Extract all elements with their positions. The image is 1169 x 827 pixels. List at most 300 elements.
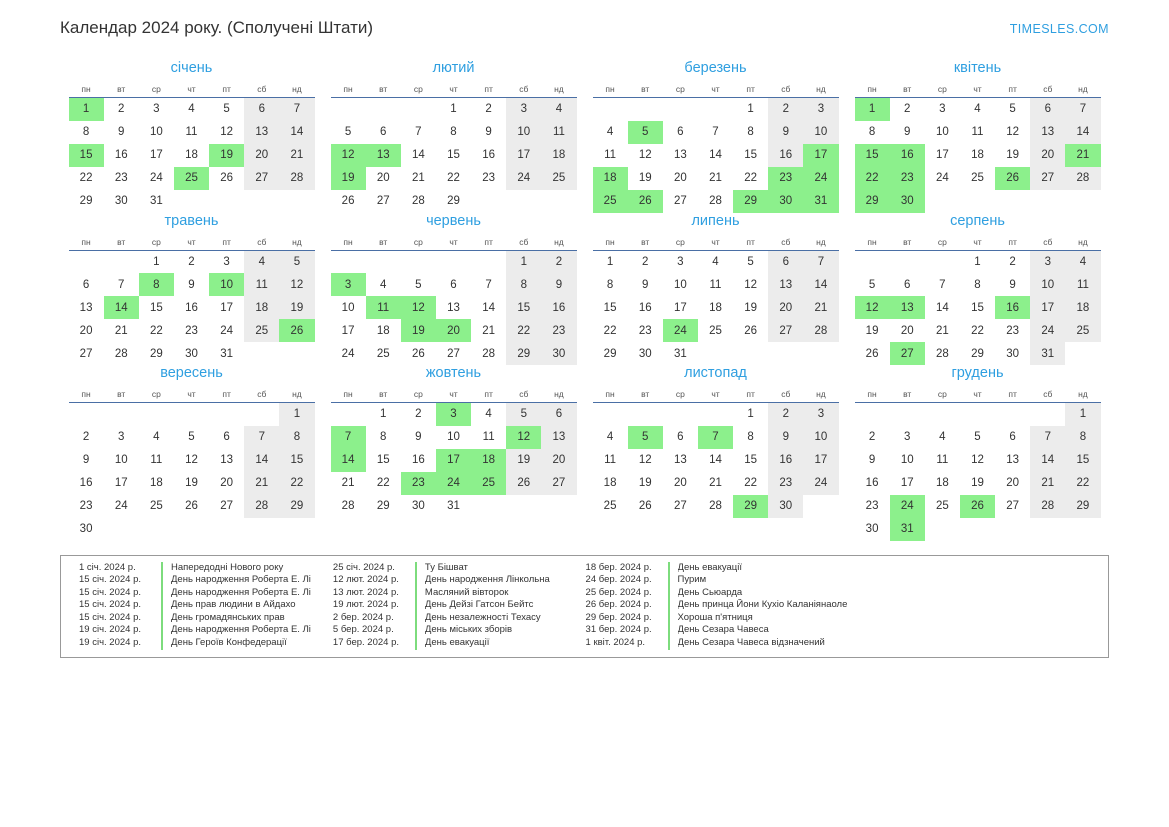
day-cell[interactable]: 21 (279, 144, 314, 167)
day-cell[interactable]: 12 (744, 278, 758, 291)
day-cell[interactable]: 16 (411, 454, 425, 466)
day-cell[interactable]: 28 (709, 500, 722, 512)
day-cell-holiday[interactable]: 8 (139, 273, 174, 296)
day-cell[interactable]: 1 (450, 103, 457, 116)
day-cell[interactable]: 23 (768, 472, 803, 495)
day-cell[interactable]: 5 (415, 278, 422, 291)
day-cell-holiday[interactable]: 18 (471, 449, 506, 472)
day-cell[interactable]: 20 (673, 477, 687, 489)
day-cell[interactable]: 19 (638, 477, 652, 489)
day-cell-holiday[interactable]: 19 (209, 144, 244, 167)
day-cell[interactable]: 28 (341, 500, 355, 512)
day-cell[interactable]: 27 (220, 500, 234, 512)
day-cell[interactable]: 13 (673, 454, 687, 466)
day-cell[interactable]: 17 (341, 324, 355, 337)
day-cell-holiday[interactable]: 24 (890, 495, 925, 518)
day-cell[interactable]: 23 (185, 324, 198, 337)
day-cell-holiday[interactable]: 16 (995, 296, 1030, 319)
day-cell[interactable]: 11 (185, 126, 198, 138)
day-cell[interactable]: 15 (279, 449, 314, 472)
day-cell[interactable]: 14 (279, 121, 314, 144)
day-cell[interactable]: 26 (865, 347, 879, 360)
day-cell[interactable]: 24 (149, 172, 163, 184)
day-cell[interactable]: 28 (411, 195, 425, 207)
day-cell[interactable]: 21 (411, 172, 425, 184)
day-cell[interactable]: 16 (865, 477, 879, 489)
day-cell[interactable]: 25 (376, 347, 390, 360)
day-cell[interactable]: 2 (768, 403, 803, 426)
day-cell[interactable]: 26 (638, 500, 652, 512)
day-cell[interactable]: 10 (341, 301, 355, 314)
day-cell[interactable]: 21 (1030, 472, 1065, 495)
day-cell[interactable]: 8 (506, 273, 541, 296)
day-cell[interactable]: 18 (971, 149, 984, 161)
day-cell[interactable]: 22 (603, 324, 617, 337)
day-cell[interactable]: 6 (244, 98, 279, 121)
day-cell[interactable]: 12 (185, 454, 198, 466)
day-cell[interactable]: 16 (768, 144, 803, 167)
day-cell[interactable]: 26 (506, 472, 541, 495)
day-cell[interactable]: 17 (1030, 296, 1065, 319)
day-cell[interactable]: 6 (768, 250, 803, 273)
day-cell[interactable]: 4 (244, 250, 279, 273)
day-cell[interactable]: 22 (744, 172, 758, 184)
day-cell[interactable]: 7 (803, 250, 838, 273)
day-cell-holiday[interactable]: 3 (436, 403, 471, 426)
day-cell[interactable]: 8 (747, 431, 754, 443)
day-cell[interactable]: 30 (768, 495, 803, 518)
day-cell[interactable]: 22 (506, 319, 541, 342)
day-cell[interactable]: 30 (79, 523, 93, 535)
day-cell[interactable]: 10 (506, 121, 541, 144)
day-cell[interactable]: 5 (188, 431, 195, 443)
day-cell[interactable]: 6 (82, 278, 90, 291)
day-cell[interactable]: 31 (1030, 342, 1065, 365)
day-cell-holiday[interactable]: 13 (366, 144, 401, 167)
day-cell[interactable]: 28 (482, 347, 496, 360)
day-cell[interactable]: 25 (603, 500, 617, 512)
day-cell[interactable]: 23 (482, 172, 496, 184)
day-cell[interactable]: 29 (376, 500, 390, 512)
day-cell[interactable]: 7 (279, 98, 314, 121)
day-cell[interactable]: 2 (642, 255, 649, 268)
day-cell[interactable]: 29 (79, 195, 93, 207)
day-cell[interactable]: 4 (188, 103, 195, 116)
day-cell[interactable]: 5 (747, 255, 754, 268)
day-cell-holiday[interactable]: 26 (628, 190, 663, 213)
day-cell[interactable]: 18 (541, 144, 576, 167)
day-cell[interactable]: 5 (1009, 103, 1016, 116)
day-cell[interactable]: 21 (244, 472, 279, 495)
day-cell-holiday[interactable]: 24 (663, 319, 698, 342)
day-cell[interactable]: 15 (744, 149, 758, 161)
day-cell-holiday[interactable]: 7 (331, 426, 366, 449)
day-cell[interactable]: 31 (673, 347, 687, 360)
day-cell[interactable]: 26 (185, 500, 198, 512)
day-cell-holiday[interactable]: 12 (855, 296, 890, 319)
day-cell[interactable]: 4 (606, 126, 614, 138)
day-cell-holiday[interactable]: 5 (628, 121, 663, 144)
day-cell[interactable]: 10 (447, 431, 460, 443)
day-cell[interactable]: 1 (380, 408, 387, 421)
day-cell[interactable]: 22 (744, 477, 758, 489)
day-cell[interactable]: 15 (447, 149, 460, 161)
day-cell[interactable]: 9 (768, 121, 803, 144)
day-cell[interactable]: 26 (220, 172, 234, 184)
day-cell[interactable]: 17 (900, 477, 914, 489)
day-cell[interactable]: 20 (220, 477, 234, 489)
day-cell[interactable]: 6 (677, 126, 684, 138)
day-cell[interactable]: 28 (935, 347, 949, 360)
day-cell-holiday[interactable]: 23 (890, 167, 925, 190)
day-cell[interactable]: 12 (971, 454, 984, 466)
day-cell[interactable]: 31 (220, 347, 234, 360)
day-cell[interactable]: 7 (712, 126, 719, 138)
day-cell[interactable]: 23 (79, 500, 93, 512)
day-cell[interactable]: 18 (603, 477, 617, 489)
day-cell-holiday[interactable]: 18 (593, 167, 628, 190)
day-cell[interactable]: 6 (450, 278, 457, 291)
day-cell[interactable]: 13 (541, 426, 576, 449)
day-cell-holiday[interactable]: 7 (698, 426, 733, 449)
day-cell[interactable]: 28 (244, 495, 279, 518)
day-cell[interactable]: 21 (935, 324, 949, 337)
day-cell[interactable]: 21 (709, 477, 722, 489)
day-cell[interactable]: 3 (118, 431, 125, 443)
day-cell[interactable]: 27 (447, 347, 460, 360)
day-cell[interactable]: 27 (541, 472, 576, 495)
day-cell[interactable]: 27 (673, 195, 687, 207)
day-cell[interactable]: 30 (185, 347, 198, 360)
day-cell[interactable]: 8 (1065, 426, 1100, 449)
day-cell[interactable]: 5 (868, 278, 876, 291)
day-cell[interactable]: 23 (638, 324, 652, 337)
day-cell-holiday[interactable]: 12 (331, 144, 366, 167)
day-cell[interactable]: 13 (768, 273, 803, 296)
day-cell[interactable]: 17 (803, 449, 838, 472)
day-cell[interactable]: 6 (223, 431, 230, 443)
day-cell[interactable]: 25 (149, 500, 163, 512)
day-cell[interactable]: 7 (1030, 426, 1065, 449)
day-cell[interactable]: 14 (935, 301, 949, 314)
day-cell[interactable]: 28 (279, 167, 314, 190)
day-cell[interactable]: 13 (447, 301, 460, 314)
day-cell[interactable]: 14 (709, 149, 722, 161)
day-cell[interactable]: 13 (220, 454, 234, 466)
site-brand[interactable]: TIMESLES.COM (1009, 22, 1109, 36)
day-cell[interactable]: 4 (380, 278, 387, 291)
day-cell[interactable]: 8 (868, 126, 876, 138)
day-cell[interactable]: 8 (450, 126, 457, 138)
day-cell[interactable]: 9 (642, 278, 649, 291)
day-cell[interactable]: 14 (803, 273, 838, 296)
day-cell[interactable]: 11 (482, 431, 495, 443)
day-cell-holiday[interactable]: 29 (855, 190, 890, 213)
day-cell[interactable]: 11 (971, 126, 984, 138)
day-cell[interactable]: 20 (541, 449, 576, 472)
day-cell[interactable]: 9 (82, 454, 90, 466)
day-cell[interactable]: 7 (415, 126, 422, 138)
day-cell-holiday[interactable]: 1 (69, 98, 104, 121)
day-cell[interactable]: 4 (939, 431, 946, 443)
day-cell[interactable]: 12 (1006, 126, 1020, 138)
day-cell-holiday[interactable]: 21 (1065, 144, 1100, 167)
day-cell[interactable]: 4 (153, 431, 160, 443)
day-cell[interactable]: 25 (971, 172, 984, 184)
day-cell[interactable]: 25 (541, 167, 576, 190)
day-cell[interactable]: 12 (638, 149, 652, 161)
day-cell-holiday[interactable]: 19 (331, 167, 366, 190)
day-cell[interactable]: 22 (971, 324, 984, 337)
day-cell[interactable]: 9 (768, 426, 803, 449)
day-cell[interactable]: 16 (79, 477, 93, 489)
day-cell[interactable]: 18 (709, 301, 722, 314)
day-cell[interactable]: 25 (935, 500, 949, 512)
day-cell-holiday[interactable]: 30 (890, 190, 925, 213)
day-cell[interactable]: 24 (506, 167, 541, 190)
day-cell[interactable]: 11 (541, 121, 576, 144)
day-cell[interactable]: 21 (803, 296, 838, 319)
day-cell[interactable]: 8 (380, 431, 387, 443)
day-cell[interactable]: 17 (673, 301, 687, 314)
day-cell[interactable]: 9 (1009, 278, 1016, 291)
day-cell[interactable]: 15 (149, 301, 163, 314)
day-cell-holiday[interactable]: 27 (890, 342, 925, 365)
day-cell[interactable]: 28 (803, 319, 838, 342)
day-cell[interactable]: 23 (865, 500, 879, 512)
day-cell[interactable]: 18 (935, 477, 949, 489)
day-cell[interactable]: 24 (220, 324, 234, 337)
day-cell[interactable]: 14 (482, 301, 496, 314)
day-cell[interactable]: 17 (220, 301, 234, 314)
day-cell[interactable]: 3 (677, 255, 684, 268)
day-cell[interactable]: 16 (541, 296, 576, 319)
day-cell[interactable]: 20 (900, 324, 914, 337)
day-cell[interactable]: 12 (279, 273, 314, 296)
day-cell[interactable]: 29 (149, 347, 163, 360)
day-cell[interactable]: 10 (114, 454, 128, 466)
day-cell[interactable]: 12 (638, 454, 652, 466)
day-cell-holiday[interactable]: 5 (628, 426, 663, 449)
day-cell[interactable]: 6 (380, 126, 387, 138)
day-cell-holiday[interactable]: 19 (401, 319, 436, 342)
day-cell-holiday[interactable]: 3 (331, 273, 366, 296)
day-cell[interactable]: 19 (638, 172, 652, 184)
day-cell[interactable]: 3 (803, 403, 838, 426)
day-cell[interactable]: 29 (1065, 495, 1100, 518)
day-cell[interactable]: 30 (541, 342, 576, 365)
day-cell[interactable]: 19 (279, 296, 314, 319)
day-cell-holiday[interactable]: 15 (69, 144, 104, 167)
day-cell[interactable]: 28 (709, 195, 722, 207)
day-cell[interactable]: 15 (744, 454, 758, 466)
day-cell[interactable]: 16 (482, 149, 496, 161)
day-cell-holiday[interactable]: 22 (855, 167, 890, 190)
day-cell[interactable]: 9 (415, 431, 422, 443)
day-cell[interactable]: 27 (1030, 167, 1065, 190)
day-cell[interactable]: 21 (341, 477, 355, 489)
day-cell-holiday[interactable]: 1 (855, 98, 890, 121)
day-cell[interactable]: 14 (709, 454, 722, 466)
day-cell[interactable]: 22 (447, 172, 460, 184)
day-cell-holiday[interactable]: 12 (506, 426, 541, 449)
day-cell[interactable]: 17 (935, 149, 949, 161)
day-cell[interactable]: 25 (709, 324, 722, 337)
day-cell[interactable]: 4 (712, 255, 719, 268)
day-cell[interactable]: 14 (411, 149, 425, 161)
day-cell[interactable]: 6 (677, 431, 684, 443)
day-cell-holiday[interactable]: 24 (436, 472, 471, 495)
day-cell[interactable]: 29 (279, 495, 314, 518)
day-cell-holiday[interactable]: 23 (401, 472, 436, 495)
day-cell[interactable]: 2 (868, 431, 876, 443)
day-cell[interactable]: 3 (506, 98, 541, 121)
day-cell[interactable]: 24 (803, 472, 838, 495)
day-cell[interactable]: 23 (541, 319, 576, 342)
day-cell[interactable]: 11 (604, 454, 617, 466)
day-cell[interactable]: 1 (1065, 403, 1100, 426)
day-cell[interactable]: 30 (114, 195, 128, 207)
day-cell[interactable]: 1 (974, 255, 981, 268)
day-cell[interactable]: 10 (673, 278, 687, 291)
day-cell-holiday[interactable]: 29 (733, 190, 768, 213)
day-cell[interactable]: 19 (971, 477, 984, 489)
day-cell[interactable]: 11 (604, 149, 617, 161)
day-cell[interactable]: 7 (485, 278, 492, 291)
day-cell[interactable]: 10 (1030, 273, 1065, 296)
day-cell[interactable]: 3 (1030, 250, 1065, 273)
day-cell[interactable]: 26 (411, 347, 425, 360)
day-cell[interactable]: 22 (149, 324, 163, 337)
day-cell[interactable]: 22 (279, 472, 314, 495)
day-cell[interactable]: 10 (803, 121, 838, 144)
day-cell[interactable]: 9 (868, 454, 876, 466)
day-cell-holiday[interactable]: 17 (803, 144, 838, 167)
day-cell[interactable]: 23 (114, 172, 128, 184)
day-cell[interactable]: 18 (185, 149, 198, 161)
day-cell[interactable]: 29 (447, 195, 460, 207)
day-cell[interactable]: 8 (82, 126, 90, 138)
day-cell[interactable]: 28 (1065, 167, 1100, 190)
day-cell[interactable]: 6 (1030, 98, 1065, 121)
day-cell[interactable]: 7 (1065, 98, 1100, 121)
day-cell[interactable]: 24 (935, 172, 949, 184)
day-cell[interactable]: 13 (673, 149, 687, 161)
day-cell[interactable]: 16 (114, 149, 128, 161)
day-cell-holiday[interactable]: 16 (890, 144, 925, 167)
day-cell[interactable]: 20 (768, 296, 803, 319)
day-cell-holiday[interactable]: 10 (209, 273, 244, 296)
day-cell[interactable]: 2 (541, 250, 576, 273)
day-cell-holiday[interactable]: 30 (768, 190, 803, 213)
day-cell-holiday[interactable]: 31 (803, 190, 838, 213)
day-cell-holiday[interactable]: 14 (331, 449, 366, 472)
day-cell-holiday[interactable]: 14 (104, 296, 139, 319)
day-cell[interactable]: 15 (603, 301, 617, 314)
day-cell[interactable]: 15 (1065, 449, 1100, 472)
day-cell[interactable]: 30 (1006, 347, 1020, 360)
day-cell[interactable]: 19 (506, 449, 541, 472)
day-cell[interactable]: 20 (673, 172, 687, 184)
day-cell[interactable]: 8 (279, 426, 314, 449)
day-cell[interactable]: 24 (114, 500, 128, 512)
day-cell[interactable]: 22 (79, 172, 93, 184)
day-cell[interactable]: 27 (244, 167, 279, 190)
day-cell[interactable]: 1 (747, 408, 754, 421)
day-cell[interactable]: 28 (114, 347, 128, 360)
day-cell[interactable]: 17 (506, 144, 541, 167)
day-cell[interactable]: 7 (939, 278, 946, 291)
day-cell-holiday[interactable]: 15 (855, 144, 890, 167)
day-cell[interactable]: 2 (904, 103, 911, 116)
day-cell[interactable]: 11 (150, 454, 163, 466)
day-cell[interactable]: 3 (803, 98, 838, 121)
day-cell[interactable]: 15 (376, 454, 390, 466)
day-cell-holiday[interactable]: 12 (401, 296, 436, 319)
day-cell[interactable]: 20 (1006, 477, 1020, 489)
day-cell[interactable]: 30 (411, 500, 425, 512)
day-cell[interactable]: 15 (971, 301, 984, 314)
day-cell[interactable]: 20 (79, 324, 93, 337)
day-cell[interactable]: 6 (541, 403, 576, 426)
day-cell[interactable]: 15 (506, 296, 541, 319)
day-cell-holiday[interactable]: 11 (366, 296, 401, 319)
day-cell[interactable]: 19 (865, 324, 879, 337)
day-cell[interactable]: 26 (341, 195, 355, 207)
day-cell[interactable]: 2 (188, 255, 195, 268)
day-cell[interactable]: 9 (485, 126, 492, 138)
day-cell-holiday[interactable]: 26 (995, 167, 1030, 190)
day-cell[interactable]: 26 (744, 324, 758, 337)
day-cell[interactable]: 1 (279, 403, 314, 426)
day-cell-holiday[interactable]: 26 (960, 495, 995, 518)
day-cell-holiday[interactable]: 17 (436, 449, 471, 472)
day-cell[interactable]: 2 (485, 103, 492, 116)
day-cell[interactable]: 14 (244, 449, 279, 472)
day-cell[interactable]: 21 (709, 172, 722, 184)
day-cell[interactable]: 11 (1065, 273, 1100, 296)
day-cell[interactable]: 30 (865, 523, 879, 535)
day-cell[interactable]: 1 (606, 255, 614, 268)
day-cell[interactable]: 9 (118, 126, 125, 138)
day-cell[interactable]: 17 (149, 149, 163, 161)
day-cell[interactable]: 1 (747, 103, 754, 116)
day-cell[interactable]: 27 (79, 347, 93, 360)
day-cell[interactable]: 22 (1065, 472, 1100, 495)
day-cell[interactable]: 23 (1006, 324, 1020, 337)
day-cell[interactable]: 3 (939, 103, 946, 116)
day-cell[interactable]: 18 (376, 324, 390, 337)
day-cell[interactable]: 10 (935, 126, 949, 138)
day-cell[interactable]: 16 (768, 449, 803, 472)
day-cell[interactable]: 28 (1030, 495, 1065, 518)
day-cell[interactable]: 10 (803, 426, 838, 449)
day-cell[interactable]: 27 (376, 195, 390, 207)
day-cell[interactable]: 4 (606, 431, 614, 443)
day-cell[interactable]: 16 (185, 301, 198, 314)
day-cell[interactable]: 17 (114, 477, 128, 489)
day-cell[interactable]: 4 (485, 408, 492, 421)
day-cell[interactable]: 29 (506, 342, 541, 365)
day-cell[interactable]: 30 (638, 347, 652, 360)
day-cell[interactable]: 13 (1030, 121, 1065, 144)
day-cell[interactable]: 11 (936, 454, 949, 466)
day-cell-holiday[interactable]: 31 (890, 518, 925, 541)
day-cell[interactable]: 5 (506, 403, 541, 426)
day-cell[interactable]: 11 (244, 273, 279, 296)
day-cell[interactable]: 27 (768, 319, 803, 342)
day-cell[interactable]: 20 (244, 144, 279, 167)
